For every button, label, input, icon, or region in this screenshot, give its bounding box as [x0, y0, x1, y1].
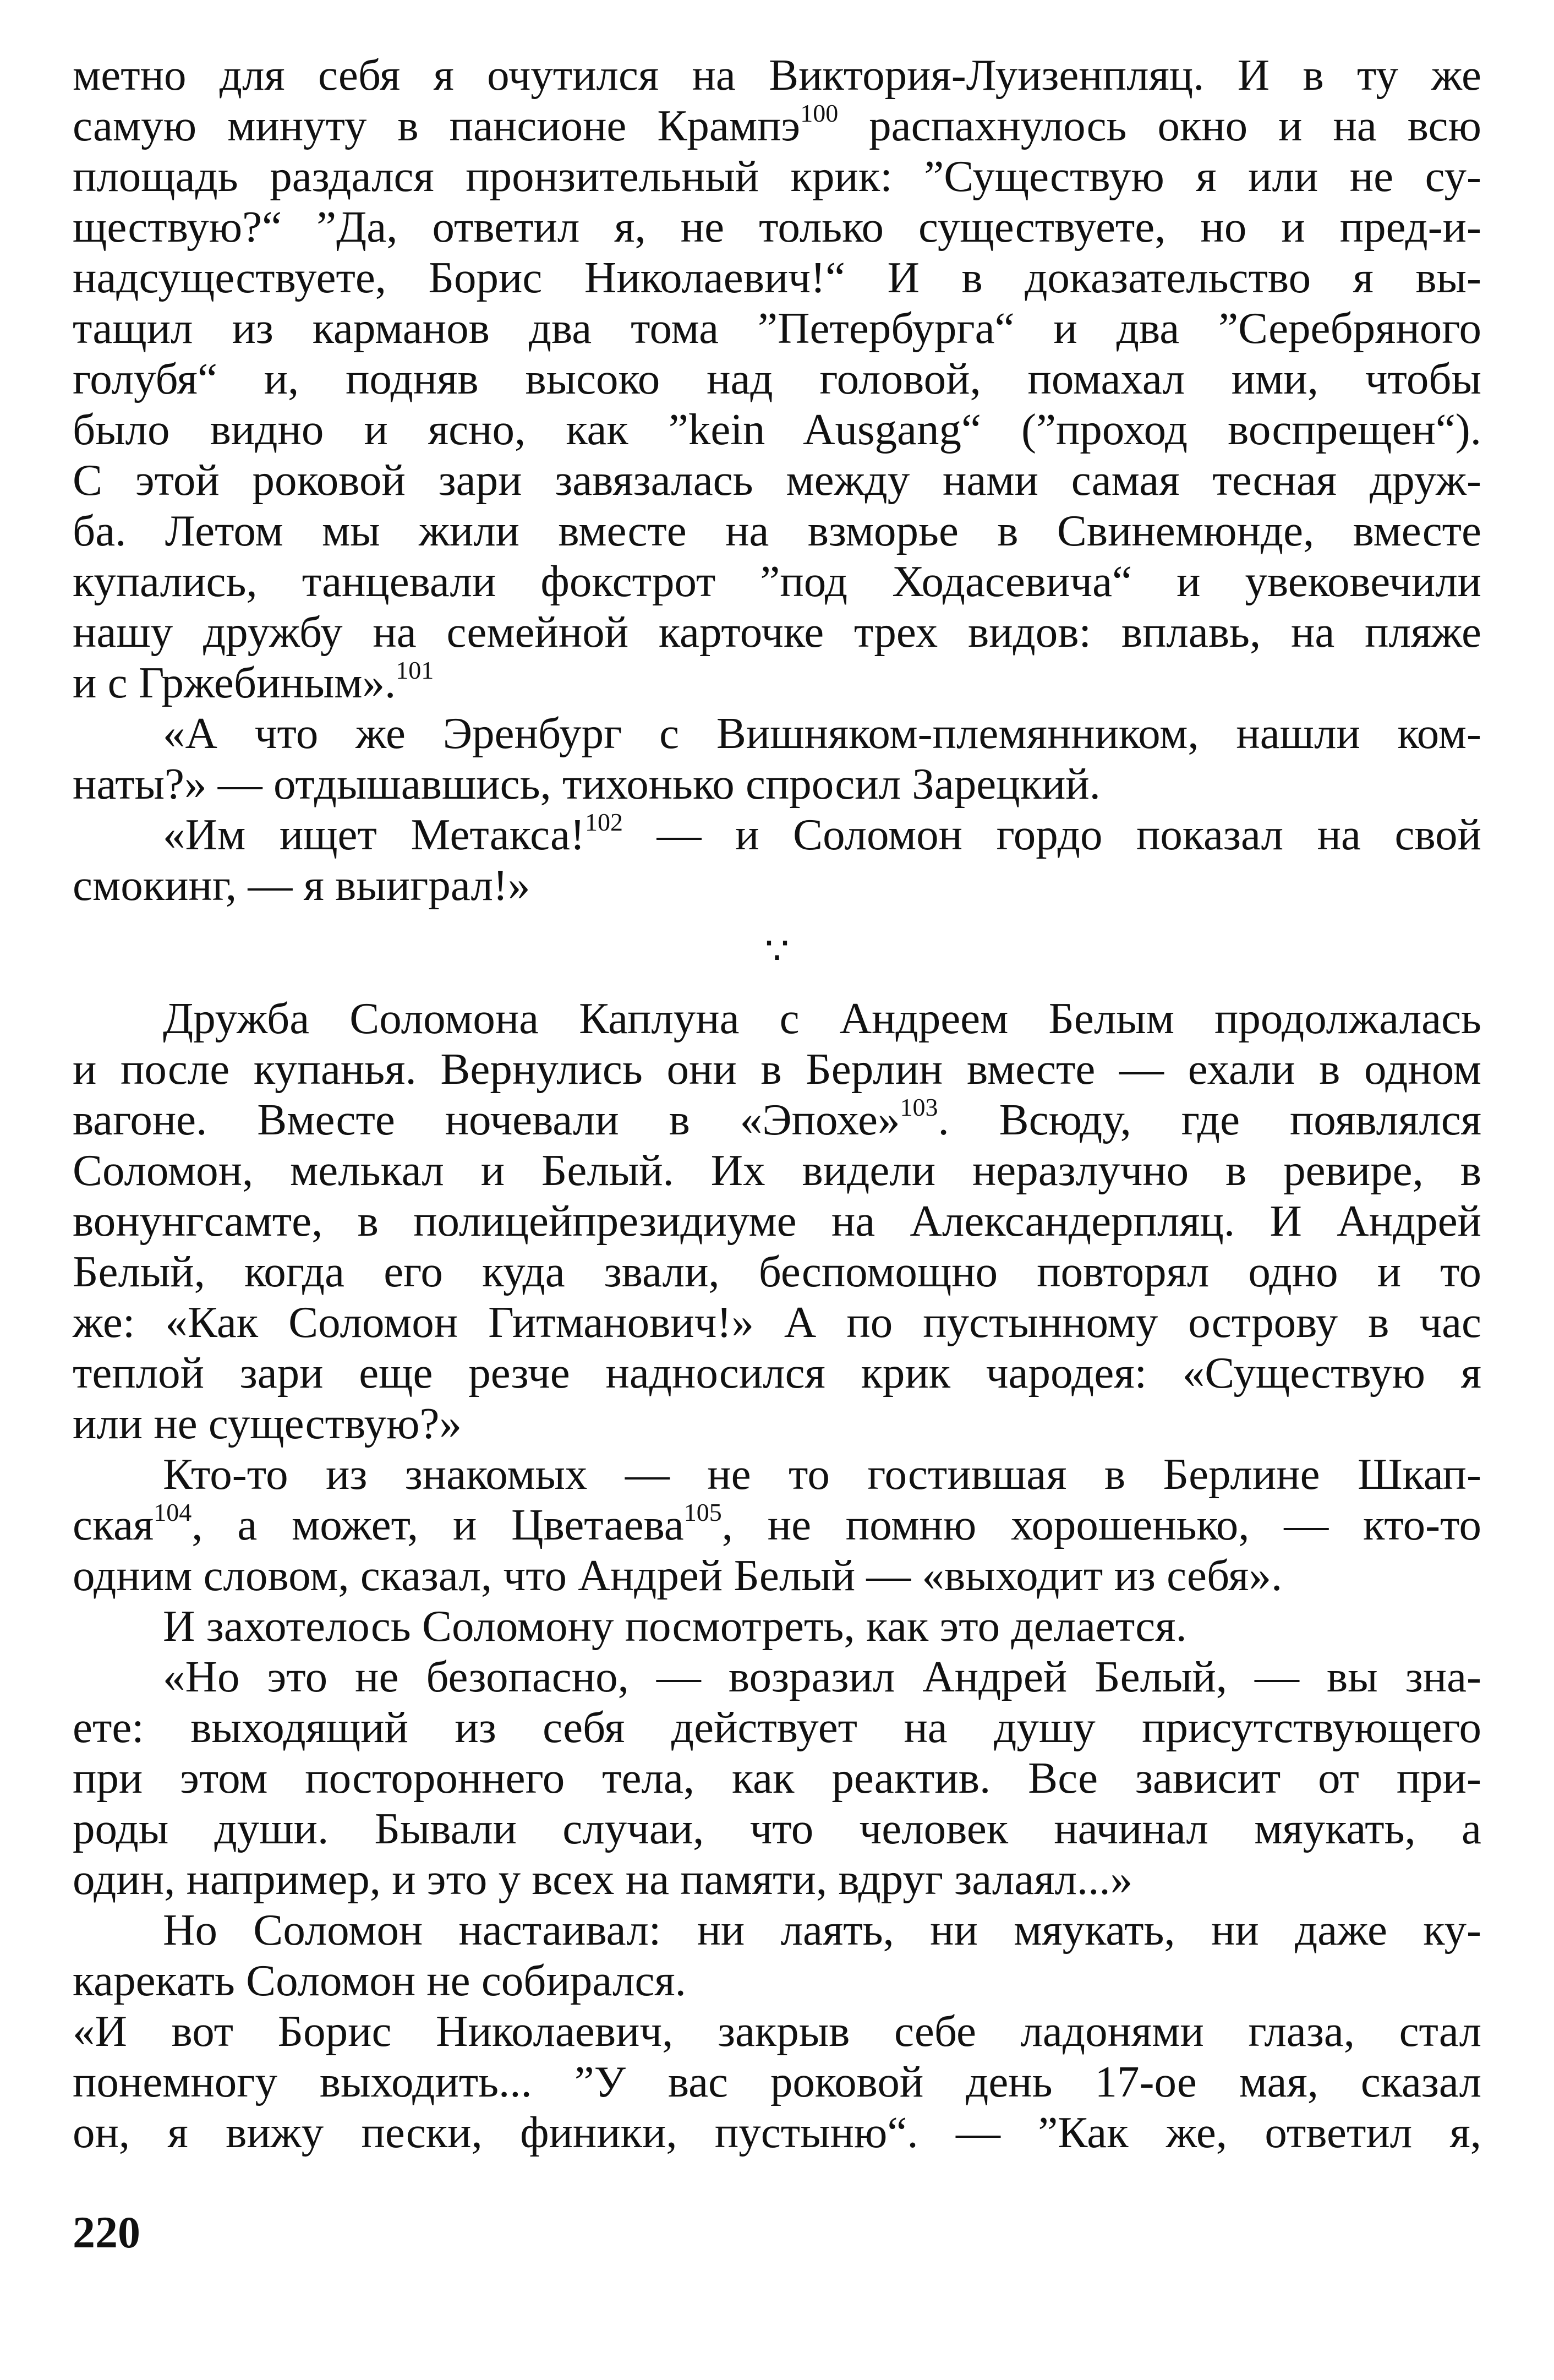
- text-run: смокинг, — я выиграл!»: [73, 860, 530, 910]
- text-run: распахнулось окно и на всю: [838, 101, 1481, 150]
- text-run: самую минуту в пансионе Крампэ: [73, 101, 801, 150]
- text-line: [73, 1449, 1481, 1499]
- body-text-top: [73, 50, 1481, 910]
- text-run: купались, танцевали фокстрот ”под Ходасевича“ и увековечили: [73, 556, 1481, 606]
- text-line: [73, 1651, 1481, 1702]
- paragraph: [73, 809, 1481, 910]
- paragraph: [73, 2006, 1481, 2158]
- text-line: [73, 151, 1481, 201]
- body-text-bottom: [73, 993, 1481, 2158]
- text-run: понемногу выходить... ”У вас роковой день 17-ое мая, сказал: [73, 2057, 1481, 2106]
- paragraph: [73, 1651, 1481, 1904]
- footnote-ref[interactable]: 105: [683, 1498, 722, 1526]
- text-line: [73, 455, 1481, 505]
- text-run: площадь раздался пронзительный крик: ”Существую я или не су-: [73, 151, 1481, 201]
- text-run: , не помню хорошенько, — кто-то: [721, 1500, 1481, 1549]
- text-run: . Всюду, где появлялся: [938, 1095, 1481, 1144]
- text-line: [73, 2107, 1481, 2158]
- text-line: [73, 860, 1481, 910]
- page-number: 220: [73, 2207, 140, 2257]
- text-line: [73, 505, 1481, 556]
- text-line: [73, 201, 1481, 252]
- text-line: [73, 2056, 1481, 2107]
- text-run: , а может, и Цветаева: [191, 1500, 684, 1549]
- text-run: голубя“ и, подняв высоко над головой, помахал ими, чтобы: [73, 354, 1481, 403]
- text-line: [73, 1955, 1481, 2006]
- text-run: и после купанья. Вернулись они в Берлин вместе — ехали в одном: [73, 1044, 1481, 1094]
- text-run: или не существую?»: [73, 1399, 462, 1448]
- text-run: «Им ищет Метакса!: [163, 810, 585, 859]
- text-run: вагоне. Вместе ночевали в «Эпохе»: [73, 1095, 900, 1144]
- text-run: ская: [73, 1500, 154, 1549]
- text-line: [73, 303, 1481, 353]
- text-line: [73, 809, 1481, 860]
- text-line: [73, 1398, 1481, 1449]
- text-line: [73, 657, 1481, 708]
- text-run: метно для себя я очутился на Виктория-Луизенпляц. И в ту же: [73, 50, 1481, 100]
- text-line: [73, 404, 1481, 455]
- text-run: тащил из карманов два тома ”Петербурга“ и два ”Серебряного: [73, 303, 1481, 353]
- text-run: нашу дружбу на семейной карточке трех видов: вплавь, на пляже: [73, 607, 1481, 657]
- text-run: «И вот Борис Николаевич, закрыв себе ладонями глаза, стал: [73, 2006, 1481, 2056]
- footnote-ref[interactable]: 102: [584, 808, 623, 836]
- text-line: [73, 556, 1481, 607]
- text-run: «А что же Эренбург с Вишняком-племянником, нашли ком-: [163, 708, 1481, 758]
- text-line: [73, 1347, 1481, 1398]
- text-line: [73, 1246, 1481, 1297]
- text-line: [73, 1854, 1481, 1904]
- paragraph: [73, 708, 1481, 809]
- text-run: Дружба Соломона Каплуна с Андреем Белым продолжалась: [163, 994, 1481, 1043]
- text-line: [73, 1499, 1481, 1550]
- text-run: вонунгсамте, в полицейпрезидиуме на Александерпляц. И Андрей: [73, 1196, 1481, 1246]
- text-run: надсуществуете, Борис Николаевич!“ И в доказательство я вы-: [73, 253, 1481, 302]
- footnote-ref[interactable]: 103: [900, 1093, 938, 1121]
- paragraph: [73, 993, 1481, 1449]
- footnote-ref[interactable]: 101: [396, 656, 434, 684]
- text-run: Кто-то из знакомых — не то гостившая в Берлине Шкап-: [163, 1449, 1481, 1499]
- text-line: [73, 1094, 1481, 1145]
- text-line: [73, 100, 1481, 151]
- text-run: одним словом, сказал, что Андрей Белый — «выходит из себя».: [73, 1551, 1283, 1600]
- text-run: Но Соломон настаивал: ни лаять, ни мяукать, ни даже ку-: [163, 1905, 1481, 1955]
- text-run: Соломон, мелькал и Белый. Их видели неразлучно в ревире, в: [73, 1145, 1481, 1195]
- text-line: [73, 1196, 1481, 1246]
- text-run: было видно и ясно, как ”kein Ausgang“ (”проход воспрещен“).: [73, 405, 1481, 454]
- text-line: [73, 252, 1481, 303]
- text-line: [73, 607, 1481, 657]
- text-run: И захотелось Соломону посмотреть, как это делается.: [163, 1601, 1187, 1651]
- text-run: «Но это не безопасно, — возразил Андрей Белый, — вы зна-: [163, 1652, 1481, 1701]
- text-run: роды души. Бывали случаи, что человек начинал мяукать, а: [73, 1804, 1481, 1853]
- text-line: [73, 353, 1481, 404]
- text-line: [73, 50, 1481, 100]
- book-page: [73, 50, 1481, 2334]
- text-run: при этом постороннего тела, как реактив. Все зависит от при-: [73, 1753, 1481, 1803]
- text-run: карекать Соломон не собирался.: [73, 1956, 686, 2005]
- text-run: и с Гржебиным».: [73, 658, 396, 707]
- text-run: Белый, когда его куда звали, беспомощно повторял одно и то: [73, 1247, 1481, 1296]
- text-line: [73, 2006, 1481, 2056]
- section-break-asterism: ∵: [764, 930, 790, 973]
- paragraph: [73, 1601, 1481, 1651]
- paragraph: [73, 1904, 1481, 2006]
- text-line: [73, 708, 1481, 758]
- text-run: ществую?“ ”Да, ответил я, не только существуете, но и пред-и-: [73, 202, 1481, 252]
- text-run: ба. Летом мы жили вместе на взморье в Свинемюнде, вместе: [73, 506, 1481, 555]
- text-run: он, я вижу пески, финики, пустыню“. — ”Как же, ответил я,: [73, 2108, 1481, 2157]
- text-line: [73, 1550, 1481, 1601]
- text-line: [73, 758, 1481, 809]
- text-line: [73, 1145, 1481, 1196]
- text-run: ете: выходящий из себя действует на душу присутствующего: [73, 1702, 1481, 1752]
- text-run: наты?» — отдышавшись, тихонько спросил Зарецкий.: [73, 759, 1101, 809]
- text-line: [73, 993, 1481, 1044]
- text-line: [73, 1753, 1481, 1803]
- paragraph: [73, 50, 1481, 708]
- text-run: один, например, и это у всех на памяти, вдруг залаял...»: [73, 1854, 1133, 1904]
- text-run: теплой зари еще резче надносился крик чародея: «Существую я: [73, 1348, 1481, 1398]
- text-line: [73, 1702, 1481, 1753]
- footnote-ref[interactable]: 100: [800, 99, 839, 127]
- text-line: [73, 1904, 1481, 1955]
- text-run: С этой роковой зари завязалась между нами самая тесная друж-: [73, 455, 1481, 505]
- paragraph: [73, 1449, 1481, 1601]
- footnote-ref[interactable]: 104: [154, 1498, 192, 1526]
- text-line: [73, 1297, 1481, 1347]
- text-run: же: «Как Соломон Гитманович!» А по пустынному острову в час: [73, 1297, 1481, 1347]
- text-line: [73, 1601, 1481, 1651]
- text-line: [73, 1044, 1481, 1094]
- text-run: — и Соломон гордо показал на свой: [622, 810, 1481, 859]
- text-line: [73, 1803, 1481, 1854]
